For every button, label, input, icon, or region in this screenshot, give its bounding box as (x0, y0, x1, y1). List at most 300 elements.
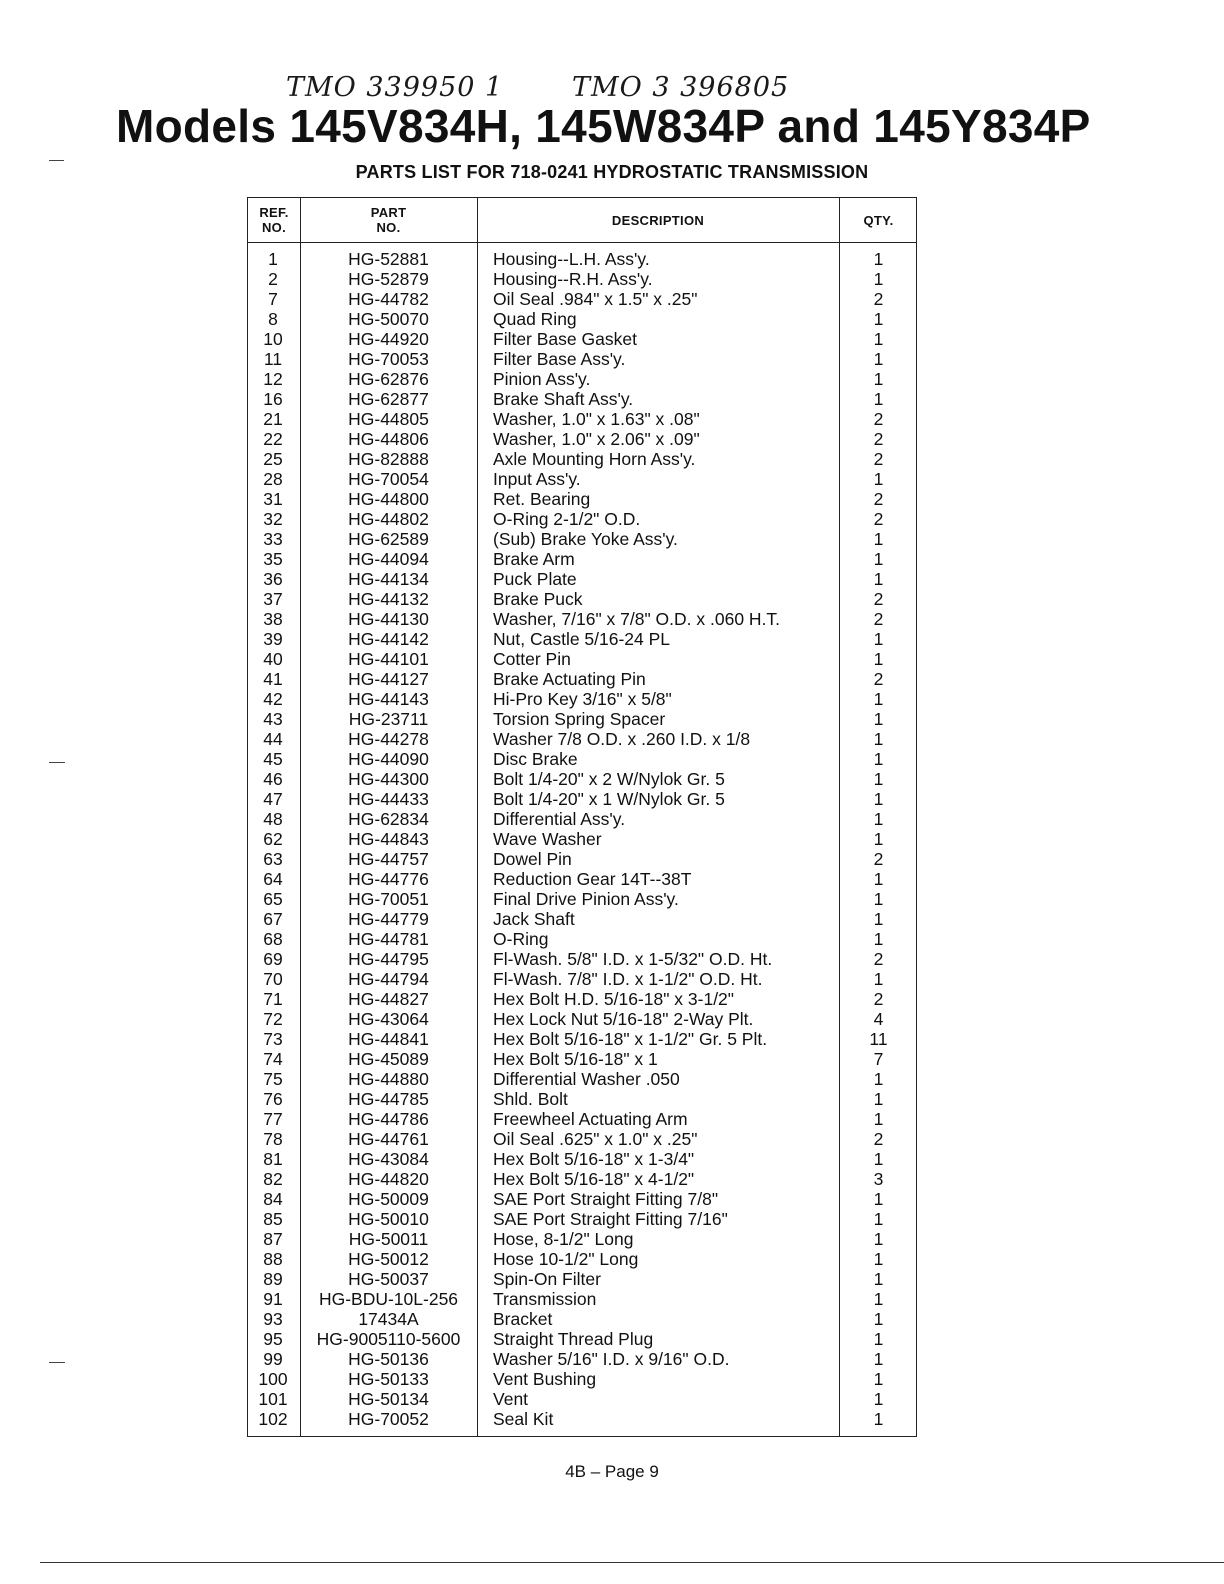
table-row (248, 749, 916, 769)
part-no-cell: HG-50136 (348, 1349, 429, 1369)
table-row (248, 669, 916, 689)
qty-cell: 1 (873, 789, 884, 809)
table-row (248, 269, 916, 289)
qty-cell: 2 (873, 449, 884, 469)
description-cell: Hex Bolt 5/16-18" x 1-3/4" (493, 1149, 695, 1169)
qty-cell: 1 (873, 249, 884, 269)
description-cell: Brake Actuating Pin (493, 669, 646, 689)
qty-cell: 1 (873, 829, 884, 849)
part-no-cell: HG-44278 (348, 729, 429, 749)
ref-no-cell: 48 (263, 809, 283, 829)
description-cell: SAE Port Straight Fitting 7/8" (493, 1189, 719, 1209)
description-cell: Puck Plate (493, 569, 577, 589)
table-row (248, 889, 916, 909)
part-no-cell: HG-44781 (348, 929, 429, 949)
description-cell: Hose 10-1/2" Long (493, 1249, 639, 1269)
part-no-cell: HG-44806 (348, 429, 429, 449)
qty-cell: 1 (873, 529, 884, 549)
part-no-cell: HG-44101 (348, 649, 429, 669)
description-cell: Hex Bolt 5/16-18" x 4-1/2" (493, 1169, 695, 1189)
description-cell: Fl-Wash. 5/8" I.D. x 1-5/32" O.D. Ht. (493, 949, 773, 969)
ref-no-cell: 46 (263, 769, 283, 789)
header-description-label: DESCRIPTION (611, 212, 705, 228)
handwritten-note-right: TMO 3 396805 (572, 72, 790, 103)
description-cell: Oil Seal .984" x 1.5" x .25" (493, 289, 698, 309)
ref-no-cell: 99 (263, 1349, 283, 1369)
table-row (248, 309, 916, 329)
ref-no-cell: 65 (263, 889, 283, 909)
ref-no-cell: 101 (258, 1389, 288, 1409)
description-cell: Wave Washer (493, 829, 602, 849)
ref-no-cell: 32 (263, 509, 283, 529)
parts-list-subtitle: PARTS LIST FOR 718-0241 HYDROSTATIC TRANSMISSION (355, 162, 869, 182)
ref-no-cell: 71 (263, 989, 283, 1009)
ref-no-cell: 7 (268, 289, 278, 309)
qty-cell: 1 (873, 349, 884, 369)
header-ref-no (248, 198, 300, 242)
table-row (248, 869, 916, 889)
qty-cell: 1 (873, 1209, 884, 1229)
ref-no-cell: 75 (263, 1069, 283, 1089)
qty-cell: 1 (873, 1249, 884, 1269)
qty-cell: 1 (873, 869, 884, 889)
part-no-cell: HG-44843 (348, 829, 429, 849)
description-cell: Reduction Gear 14T--38T (493, 869, 692, 889)
part-no-cell: HG-50070 (348, 309, 429, 329)
description-cell: Differential Washer .050 (493, 1069, 680, 1089)
description-cell: Vent Bushing (493, 1369, 597, 1389)
ref-no-cell: 47 (263, 789, 283, 809)
part-no-cell: HG-44433 (348, 789, 429, 809)
table-row (248, 809, 916, 829)
description-cell: O-Ring (493, 929, 549, 949)
ref-no-cell: 77 (263, 1109, 283, 1129)
table-row (248, 829, 916, 849)
part-no-cell: HG-44776 (348, 869, 429, 889)
description-cell: Nut, Castle 5/16-24 PL (493, 629, 671, 649)
ref-no-cell: 64 (263, 869, 283, 889)
part-no-cell: HG-52879 (348, 269, 429, 289)
part-no-cell: HG-44134 (348, 569, 429, 589)
description-cell: Hi-Pro Key 3/16" x 5/8" (493, 689, 672, 709)
table-row (248, 1389, 916, 1409)
table-row (248, 989, 916, 1009)
ref-no-cell: 88 (263, 1249, 283, 1269)
table-row (248, 549, 916, 569)
table-row (248, 909, 916, 929)
qty-cell: 1 (873, 629, 884, 649)
header-qty-label: QTY. (863, 212, 894, 228)
margin-mark-3 (49, 1362, 65, 1363)
part-no-cell: HG-44920 (348, 329, 429, 349)
qty-cell: 1 (873, 1109, 884, 1129)
ref-no-cell: 8 (268, 309, 278, 329)
ref-no-cell: 28 (263, 469, 283, 489)
qty-cell: 1 (873, 1309, 884, 1329)
ref-no-cell: 2 (268, 269, 278, 289)
table-row (248, 849, 916, 869)
bottom-rule (40, 1562, 1224, 1563)
ref-no-cell: 41 (263, 669, 283, 689)
description-cell: Brake Puck (493, 589, 583, 609)
ref-no-cell: 21 (263, 409, 283, 429)
qty-cell: 2 (873, 589, 884, 609)
description-cell: Hex Bolt H.D. 5/16-18" x 3-1/2" (493, 989, 735, 1009)
description-cell: Freewheel Actuating Arm (493, 1109, 688, 1129)
table-row (248, 449, 916, 469)
qty-cell: 1 (873, 309, 884, 329)
table-row (248, 429, 916, 449)
table-row (248, 1369, 916, 1389)
table-row (248, 609, 916, 629)
qty-cell: 2 (873, 489, 884, 509)
table-row (248, 349, 916, 369)
part-no-cell: HG-50133 (348, 1369, 429, 1389)
table-row (248, 769, 916, 789)
qty-cell: 2 (873, 1129, 884, 1149)
qty-cell: 1 (873, 569, 884, 589)
table-row (248, 1249, 916, 1269)
qty-cell: 1 (873, 749, 884, 769)
part-no-cell: HG-43064 (348, 1009, 429, 1029)
margin-mark-1 (49, 160, 64, 161)
description-cell: Torsion Spring Spacer (493, 709, 666, 729)
header-part-no-label: PART NO. (370, 205, 407, 235)
ref-no-cell: 69 (263, 949, 283, 969)
description-cell: Input Ass'y. (493, 469, 581, 489)
table-row (248, 629, 916, 649)
table-row (248, 1229, 916, 1249)
description-cell: Brake Shaft Ass'y. (493, 389, 634, 409)
table-row (248, 529, 916, 549)
part-no-cell: HG-9005110-5600 (316, 1329, 461, 1349)
description-cell: Filter Base Ass'y. (493, 349, 626, 369)
ref-no-cell: 45 (263, 749, 283, 769)
description-cell: Filter Base Gasket (493, 329, 637, 349)
description-cell: Straight Thread Plug (493, 1329, 654, 1349)
qty-cell: 1 (873, 1189, 884, 1209)
qty-cell: 1 (873, 1269, 884, 1289)
qty-cell: 1 (873, 809, 884, 829)
part-no-cell: HG-70053 (348, 349, 429, 369)
table-row (248, 969, 916, 989)
qty-cell: 2 (873, 509, 884, 529)
table-row (248, 1149, 916, 1169)
table-row (248, 929, 916, 949)
ref-no-cell: 35 (263, 549, 283, 569)
table-row (248, 1189, 916, 1209)
part-no-cell: HG-62834 (348, 809, 429, 829)
qty-cell: 1 (873, 1149, 884, 1169)
part-no-cell: HG-52881 (348, 249, 429, 269)
part-no-cell: HG-44827 (348, 989, 429, 1009)
part-no-cell: HG-44800 (348, 489, 429, 509)
qty-cell: 2 (873, 949, 884, 969)
description-cell: Seal Kit (493, 1409, 554, 1429)
part-no-cell: HG-44820 (348, 1169, 429, 1189)
part-no-cell: HG-62877 (348, 389, 429, 409)
ref-no-cell: 39 (263, 629, 283, 649)
qty-cell: 1 (873, 1089, 884, 1109)
qty-cell: 2 (873, 849, 884, 869)
qty-cell: 1 (873, 329, 884, 349)
description-cell: O-Ring 2-1/2" O.D. (493, 509, 641, 529)
qty-cell: 2 (873, 429, 884, 449)
part-no-cell: HG-62876 (348, 369, 429, 389)
qty-cell: 2 (873, 609, 884, 629)
table-row (248, 1329, 916, 1349)
part-no-cell: HG-44090 (348, 749, 429, 769)
table-row (248, 329, 916, 349)
table-row (248, 369, 916, 389)
qty-cell: 3 (873, 1169, 884, 1189)
table-row (248, 1269, 916, 1289)
ref-no-cell: 85 (263, 1209, 283, 1229)
part-no-cell: HG-44761 (348, 1129, 429, 1149)
ref-no-cell: 89 (263, 1269, 283, 1289)
part-no-cell: HG-44805 (348, 409, 429, 429)
qty-cell: 1 (873, 689, 884, 709)
ref-no-cell: 37 (263, 589, 283, 609)
qty-cell: 2 (873, 289, 884, 309)
description-cell: Final Drive Pinion Ass'y. (493, 889, 679, 909)
part-no-cell: HG-44143 (348, 689, 429, 709)
part-no-cell: HG-44779 (348, 909, 429, 929)
description-cell: Transmission (493, 1289, 597, 1309)
part-no-cell: HG-44841 (348, 1029, 429, 1049)
part-no-cell: HG-44794 (348, 969, 429, 989)
part-no-cell: HG-70051 (348, 889, 429, 909)
table-row (248, 1109, 916, 1129)
ref-no-cell: 12 (263, 369, 283, 389)
description-cell: Hex Bolt 5/16-18" x 1-1/2" Gr. 5 Plt. (493, 1029, 768, 1049)
qty-cell: 1 (873, 1389, 884, 1409)
part-no-cell: HG-44132 (348, 589, 429, 609)
ref-no-cell: 93 (263, 1309, 283, 1329)
table-row (248, 509, 916, 529)
ref-no-cell: 43 (263, 709, 283, 729)
table-row (248, 1049, 916, 1069)
page-title: Models 145V834H, 145W834P and 145Y834P (116, 100, 1091, 152)
part-no-cell: HG-44785 (348, 1089, 429, 1109)
description-cell: Washer, 1.0" x 1.63" x .08" (493, 409, 700, 429)
table-row (248, 1129, 916, 1149)
ref-no-cell: 1 (268, 249, 278, 269)
ref-no-cell: 100 (258, 1369, 288, 1389)
description-cell: Oil Seal .625" x 1.0" x .25" (493, 1129, 698, 1149)
description-cell: Hose, 8-1/2" Long (493, 1229, 634, 1249)
part-no-cell: HG-50011 (348, 1229, 429, 1249)
description-cell: Spin-On Filter (493, 1269, 601, 1289)
part-no-cell: HG-82888 (348, 449, 429, 469)
ref-no-cell: 72 (263, 1009, 283, 1029)
table-row (248, 489, 916, 509)
page-footer: 4B – Page 9 (565, 1462, 659, 1481)
qty-cell: 1 (873, 889, 884, 909)
table-row (248, 1029, 916, 1049)
part-no-cell: HG-BDU-10L-256 (318, 1289, 459, 1309)
description-cell: Shld. Bolt (493, 1089, 568, 1109)
ref-no-cell: 38 (263, 609, 283, 629)
qty-cell: 1 (873, 1409, 884, 1429)
description-cell: Fl-Wash. 7/8" I.D. x 1-1/2" O.D. Ht. (493, 969, 763, 989)
description-cell: Ret. Bearing (493, 489, 591, 509)
part-no-cell: HG-44142 (348, 629, 429, 649)
table-row (248, 789, 916, 809)
ref-no-cell: 70 (263, 969, 283, 989)
description-cell: Dowel Pin (493, 849, 572, 869)
description-cell: Bolt 1/4-20" x 1 W/Nylok Gr. 5 (493, 789, 725, 809)
ref-no-cell: 87 (263, 1229, 283, 1249)
part-no-cell: HG-43084 (348, 1149, 429, 1169)
description-cell: Jack Shaft (493, 909, 575, 929)
description-cell: Washer, 7/16" x 7/8" O.D. x .060 H.T. (493, 609, 781, 629)
header-divider (248, 242, 916, 243)
table-row (248, 1169, 916, 1189)
qty-cell: 7 (873, 1049, 884, 1069)
qty-cell: 1 (873, 1329, 884, 1349)
ref-no-cell: 68 (263, 929, 283, 949)
ref-no-cell: 22 (263, 429, 283, 449)
part-no-cell: HG-44795 (348, 949, 429, 969)
qty-cell: 1 (873, 909, 884, 929)
part-no-cell: HG-62589 (348, 529, 429, 549)
description-cell: SAE Port Straight Fitting 7/16" (493, 1209, 728, 1229)
table-row (248, 409, 916, 429)
table-row (248, 1349, 916, 1369)
ref-no-cell: 11 (263, 349, 283, 369)
ref-no-cell: 76 (263, 1089, 283, 1109)
part-no-cell: HG-45089 (348, 1049, 429, 1069)
header-ref-no-label: REF. NO. (259, 205, 289, 235)
part-no-cell: HG-50009 (348, 1189, 429, 1209)
qty-cell: 1 (873, 1369, 884, 1389)
description-cell: Cotter Pin (493, 649, 571, 669)
description-cell: Hex Bolt 5/16-18" x 1 (493, 1049, 658, 1069)
description-cell: Brake Arm (493, 549, 575, 569)
qty-cell: 11 (869, 1029, 888, 1049)
part-no-cell: HG-44130 (348, 609, 429, 629)
qty-cell: 1 (873, 709, 884, 729)
part-no-cell: HG-44094 (348, 549, 429, 569)
ref-no-cell: 62 (263, 829, 283, 849)
qty-cell: 1 (873, 389, 884, 409)
table-row (248, 949, 916, 969)
parts-table (247, 197, 917, 1437)
qty-cell: 2 (873, 409, 884, 429)
description-cell: Washer 5/16" I.D. x 9/16" O.D. (493, 1349, 730, 1369)
table-row (248, 729, 916, 749)
ref-no-cell: 25 (263, 449, 283, 469)
margin-mark-2 (49, 762, 65, 763)
table-row (248, 1289, 916, 1309)
description-cell: Housing--R.H. Ass'y. (493, 269, 653, 289)
ref-no-cell: 42 (263, 689, 283, 709)
qty-cell: 1 (873, 649, 884, 669)
header-description (477, 198, 839, 242)
ref-no-cell: 91 (263, 1289, 283, 1309)
qty-cell: 1 (873, 549, 884, 569)
handwritten-note-left: TMO 339950 1 (286, 72, 504, 103)
part-no-cell: HG-70052 (348, 1409, 429, 1429)
ref-no-cell: 16 (263, 389, 283, 409)
table-row (248, 249, 916, 269)
qty-cell: 1 (873, 269, 884, 289)
header-part-no (300, 198, 477, 242)
ref-no-cell: 82 (263, 1169, 283, 1189)
part-no-cell: HG-44802 (348, 509, 429, 529)
part-no-cell: HG-50134 (348, 1389, 429, 1409)
part-no-cell: HG-50037 (348, 1269, 429, 1289)
table-row (248, 709, 916, 729)
table-row (248, 1409, 916, 1429)
ref-no-cell: 84 (263, 1189, 283, 1209)
table-row (248, 1309, 916, 1329)
description-cell: Differential Ass'y. (493, 809, 626, 829)
ref-no-cell: 74 (263, 1049, 283, 1069)
table-row (248, 569, 916, 589)
qty-cell: 2 (873, 989, 884, 1009)
description-cell: Bracket (493, 1309, 553, 1329)
part-no-cell: HG-50010 (348, 1209, 429, 1229)
part-no-cell: 17434A (358, 1309, 419, 1329)
description-cell: Vent (493, 1389, 529, 1409)
description-cell: Pinion Ass'y. (493, 369, 591, 389)
qty-cell: 1 (873, 1349, 884, 1369)
ref-no-cell: 10 (263, 329, 283, 349)
qty-cell: 1 (873, 1229, 884, 1249)
description-cell: Bolt 1/4-20" x 2 W/Nylok Gr. 5 (493, 769, 725, 789)
qty-cell: 1 (873, 469, 884, 489)
qty-cell: 1 (873, 1069, 884, 1089)
ref-no-cell: 67 (263, 909, 283, 929)
qty-cell: 1 (873, 369, 884, 389)
ref-no-cell: 95 (263, 1329, 283, 1349)
ref-no-cell: 40 (263, 649, 283, 669)
table-row (248, 1089, 916, 1109)
description-cell: Quad Ring (493, 309, 577, 329)
description-cell: (Sub) Brake Yoke Ass'y. (493, 529, 678, 549)
table-row (248, 649, 916, 669)
ref-no-cell: 81 (263, 1149, 283, 1169)
part-no-cell: HG-50012 (348, 1249, 429, 1269)
part-no-cell: HG-44127 (348, 669, 429, 689)
header-qty (839, 198, 918, 242)
ref-no-cell: 33 (263, 529, 283, 549)
description-cell: Disc Brake (493, 749, 578, 769)
qty-cell: 1 (873, 729, 884, 749)
part-no-cell: HG-23711 (348, 709, 429, 729)
description-cell: Washer 7/8 O.D. x .260 I.D. x 1/8 (493, 729, 751, 749)
ref-no-cell: 44 (263, 729, 283, 749)
table-row (248, 1209, 916, 1229)
part-no-cell: HG-44786 (348, 1109, 429, 1129)
table-row (248, 689, 916, 709)
qty-cell: 1 (873, 929, 884, 949)
description-cell: Axle Mounting Horn Ass'y. (493, 449, 696, 469)
qty-cell: 2 (873, 669, 884, 689)
description-cell: Hex Lock Nut 5/16-18" 2-Way Plt. (493, 1009, 754, 1029)
table-row (248, 1009, 916, 1029)
ref-no-cell: 36 (263, 569, 283, 589)
qty-cell: 1 (873, 1289, 884, 1309)
description-cell: Washer, 1.0" x 2.06" x .09" (493, 429, 700, 449)
part-no-cell: HG-44300 (348, 769, 429, 789)
part-no-cell: HG-44880 (348, 1069, 429, 1089)
table-row (248, 289, 916, 309)
part-no-cell: HG-44757 (348, 849, 429, 869)
part-no-cell: HG-44782 (348, 289, 429, 309)
